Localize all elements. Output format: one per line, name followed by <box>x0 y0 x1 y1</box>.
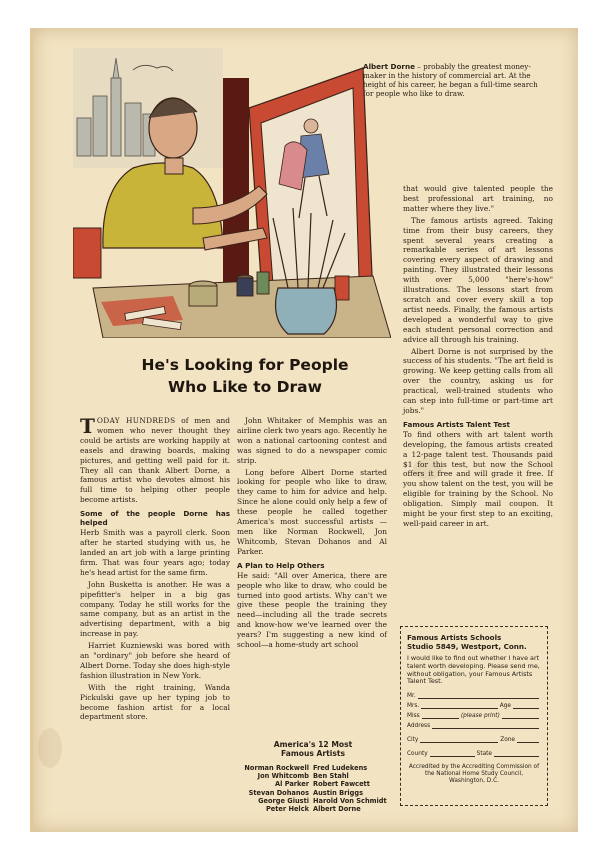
artist-name: Al Parker <box>275 780 309 789</box>
article-column-2 <box>237 416 387 652</box>
paragraph-john-whitaker: John Whitaker of Memphis was an airline clerk two years ago. Recently he won a national cartooning contest and was signed to do a newspaper comic strip. <box>237 416 387 465</box>
artist-name: Stevan Dohanos <box>248 788 309 797</box>
caption-text: – probably the greatest money-maker in the history of commercial art. At the height of his career, he began a full-time search for people who like to draw. <box>363 62 538 98</box>
coupon-field-mrs[interactable] <box>407 702 541 710</box>
artists-left-column <box>233 764 313 813</box>
field-label-address: Address <box>407 723 431 730</box>
artists-list-title <box>233 740 393 758</box>
artists-right-column <box>313 764 393 813</box>
artist-name: Fred Ludekens <box>313 764 368 772</box>
paper-stain <box>38 728 62 768</box>
intro-paragraph <box>80 416 230 505</box>
subhead-plan: A Plan to Help Others <box>237 560 325 570</box>
drop-cap: T <box>80 414 95 438</box>
intro-text: of men and women who never thought they could be artists are working happily at easels and drawing boards, making pictures, and getting well paid for it. They all can thank Albert Dorne, a famous artist who devotes almost his full time to helping other people become artists. <box>80 416 230 505</box>
albert-dorne-illustration <box>73 48 391 338</box>
paragraph-herb-smith: Herb Smith was a payroll clerk. Soon after he started studying with us, he landed an art job with a large printing firm. That was four years ago; today he's head artist for the same firm. <box>80 528 230 577</box>
coupon-address: Studio 5849, Westport, Conn. <box>407 642 527 651</box>
field-label-city: City <box>407 737 419 744</box>
coupon-field-county[interactable] <box>407 750 541 758</box>
paragraph-john-busketta: John Busketta is another. He was a pipefitter's helper in a big gas company. Today he still works for the same company, but as an artist in the advertising department, with a big increase in pay. <box>80 579 230 639</box>
paragraph-wanda-pickulski: With the right training, Wanda Pickulski gave up her typing job to become fashion artist for a local department store. <box>80 682 230 722</box>
paragraph-continued: that would give talented people the best professional art training, no matter where they live." <box>403 184 553 213</box>
field-label-age: Age <box>499 703 511 710</box>
artist-name: Norman Rockwell <box>244 764 309 772</box>
paragraph-long-before: Long before Albert Dorne started looking for people who like to draw, they came to him for advice and help. Since he alone could only help a few of these people he called together America's most successful artists —men like Norman Rockwell, Jon Whitcomb, Stevan Dohanos and Al Parker. <box>237 467 387 556</box>
artist-name: Harold Von Schmidt <box>313 796 387 805</box>
artists-names <box>233 764 393 813</box>
field-label-miss: Miss <box>407 713 420 720</box>
artist-name: George Giusti <box>258 796 309 805</box>
coupon-field-miss[interactable] <box>407 712 541 720</box>
field-label-mr: Mr. <box>407 693 416 700</box>
field-label-state: State <box>476 751 493 758</box>
field-hint-print: (please print) <box>460 713 500 720</box>
field-label-zone: Zone <box>500 737 515 744</box>
artist-name: Jon Whitcomb <box>257 772 309 781</box>
caption-name: Albert Dorne <box>363 62 415 71</box>
field-label-county: County <box>407 751 428 758</box>
illustration-caption <box>363 62 545 98</box>
field-label-mrs: Mrs. <box>407 703 420 710</box>
artist-name: Austin Briggs <box>313 788 364 797</box>
artist-name: Albert Dorne <box>313 805 361 814</box>
article-column-3 <box>403 184 553 531</box>
artist-name: Peter Helck <box>265 805 309 814</box>
coupon-school-name: Famous Artists Schools <box>407 633 502 642</box>
famous-artists-list <box>233 740 393 813</box>
headline-line-1: He's Looking for People <box>141 356 349 374</box>
paragraph-artists-agreed: The famous artists agreed. Taking time from their busy careers, they spent several years creating a remarkable series of art lessons covering every aspect of drawing and painting. They illustrated their lessons with over 5,000 "here's-how" illustrations. The lessons start from scratch and cover every skill a top artist needs. Finally, the famous artists developed a wonderful way to give each student personal correction and advice all through his training. <box>403 215 553 344</box>
artists-title-line-2: Famous Artists <box>280 749 346 758</box>
lead-small-caps: ODAY HUNDREDS <box>96 416 176 425</box>
paragraph-harriet-kuzniewski: Harriet Kuzniewski was bored with an "ordinary" job before she heard of Albert Dorne. Today she does high-style fashion illustration in New York. <box>80 641 230 680</box>
artist-name: Ben Stahl <box>313 772 349 781</box>
paragraph-he-said: He said: "All over America, there are people who like to draw, who could be turned into good artists. Why can't we give these people the training they need—including all the trade secrets and know-how we've learned over the years? I'm suggesting a new kind of school—a home-study art school <box>237 570 387 650</box>
headline-line-2: Who Like to Draw <box>168 378 322 396</box>
artist-name: Robert Fawcett <box>313 780 370 789</box>
subhead-people-helped: Some of the people Dorne has helped <box>80 509 230 528</box>
coupon-body: I would like to find out whether I have art talent worth developing. Please send me, without obligation, your Famous Artists Talent Test. <box>407 654 540 686</box>
paragraph-not-surprised: Albert Dorne is not surprised by the success of his students. "The art field is growing. We keep getting calls from all over the country, asking us for practical, well-trained students who can step into full-time or part-time art jobs." <box>403 346 553 415</box>
coupon-field-city[interactable] <box>407 736 541 744</box>
mail-coupon[interactable] <box>400 626 548 806</box>
headline <box>115 354 375 398</box>
coupon-field-address[interactable] <box>407 722 541 730</box>
article-column-1 <box>80 416 230 724</box>
coupon-accreditation: Accredited by the Accrediting Commission of the National Home Study Council, Washington, D.C. <box>408 764 540 785</box>
paragraph-talent-test: To find others with art talent worth developing, the famous artists created a 12-page talent test. Thousands paid $1 for this test, but now the School offers it free and will grade it free. If you show talent on the test, you will be eligible for training by the School. No obligation. Simply mail coupon. It might be your first step to an exciting, well-paid career in art. <box>403 429 553 528</box>
magazine-page <box>30 28 578 832</box>
artists-title-line-1: America's 12 Most <box>273 740 353 749</box>
subhead-talent-test: Famous Artists Talent Test <box>403 419 510 429</box>
coupon-field-mr[interactable] <box>407 692 541 700</box>
